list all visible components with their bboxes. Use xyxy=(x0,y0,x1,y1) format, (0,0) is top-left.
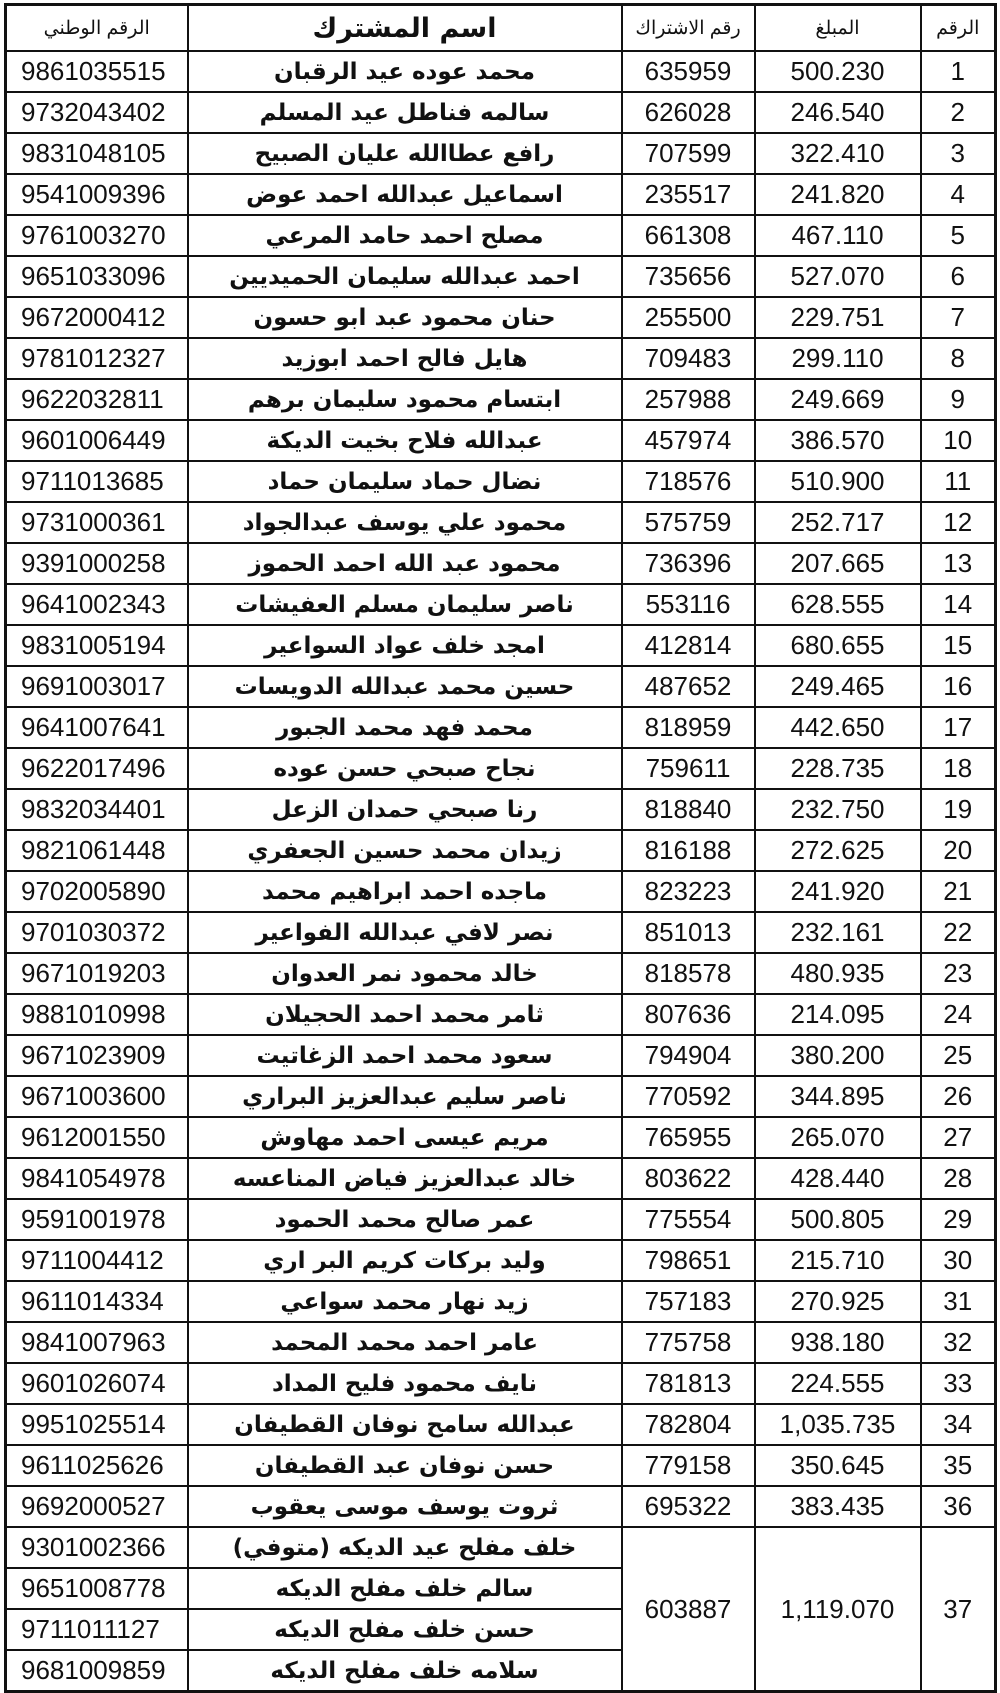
row-number-cell: 11 xyxy=(921,461,996,502)
subscription-number-cell: 770592 xyxy=(622,1076,755,1117)
subscriber-name-cell: مصلح احمد حامد المرعي xyxy=(188,215,622,256)
subscription-number-cell: 603887 xyxy=(622,1527,755,1692)
table-row xyxy=(6,1240,996,1281)
subscriber-name-cell: نايف محمود فليح المداد xyxy=(188,1363,622,1404)
table-row xyxy=(6,502,996,543)
table-row xyxy=(6,338,996,379)
subscription-number-cell: 736396 xyxy=(622,543,755,584)
subscription-number-cell: 635959 xyxy=(622,51,755,92)
row-number-cell: 8 xyxy=(921,338,996,379)
national-id-cell: 9391000258 xyxy=(6,543,188,584)
subscription-number-cell: 765955 xyxy=(622,1117,755,1158)
subscription-number-cell: 775758 xyxy=(622,1322,755,1363)
subscriber-name-cell: خالد محمود نمر العدوان xyxy=(188,953,622,994)
subscriber-name-cell: عامر احمد محمد المحمد xyxy=(188,1322,622,1363)
group-table-row xyxy=(6,1527,996,1568)
national-id-cell: 9831005194 xyxy=(6,625,188,666)
row-number-cell: 33 xyxy=(921,1363,996,1404)
amount-cell: 467.110 xyxy=(755,215,921,256)
amount-cell: 500.805 xyxy=(755,1199,921,1240)
row-number-cell: 27 xyxy=(921,1117,996,1158)
subscriber-name-cell: نجاح صبحي حسن عوده xyxy=(188,748,622,789)
national-id-cell: 9601006449 xyxy=(6,420,188,461)
amount-cell: 938.180 xyxy=(755,1322,921,1363)
national-id-cell: 9671023909 xyxy=(6,1035,188,1076)
national-id-cell: 9832034401 xyxy=(6,789,188,830)
national-id-cell: 9761003270 xyxy=(6,215,188,256)
subscriber-name-cell: سلامه خلف مفلح الديكه xyxy=(188,1650,622,1692)
subscriber-name-cell: محمود عبد الله احمد الحموز xyxy=(188,543,622,584)
subscriber-name-cell: ناصر سليمان مسلم العفيشات xyxy=(188,584,622,625)
subscriber-name-cell: امجد خلف عواد السواعير xyxy=(188,625,622,666)
amount-cell: 680.655 xyxy=(755,625,921,666)
national-id-cell: 9841007963 xyxy=(6,1322,188,1363)
header-amount: المبلغ xyxy=(755,5,921,52)
subscriber-name-cell: نصر لافي عبدالله الفواعير xyxy=(188,912,622,953)
amount-cell: 249.465 xyxy=(755,666,921,707)
table-row xyxy=(6,912,996,953)
subscriber-name-cell: ماجده احمد ابراهيم محمد xyxy=(188,871,622,912)
subscription-number-cell: 798651 xyxy=(622,1240,755,1281)
amount-cell: 224.555 xyxy=(755,1363,921,1404)
table-row xyxy=(6,379,996,420)
table-row xyxy=(6,1035,996,1076)
row-number-cell: 1 xyxy=(921,51,996,92)
amount-cell: 272.625 xyxy=(755,830,921,871)
amount-cell: 299.110 xyxy=(755,338,921,379)
subscriber-name-cell: رنا صبحي حمدان الزعل xyxy=(188,789,622,830)
subscription-number-cell: 661308 xyxy=(622,215,755,256)
subscriber-name-cell: محمد فهد محمد الجبور xyxy=(188,707,622,748)
table-row xyxy=(6,256,996,297)
table-row xyxy=(6,666,996,707)
subscriber-name-cell: عبدالله سامح نوفان القطيفان xyxy=(188,1404,622,1445)
national-id-cell: 9651008778 xyxy=(6,1568,188,1609)
subscription-number-cell: 487652 xyxy=(622,666,755,707)
amount-cell: 350.645 xyxy=(755,1445,921,1486)
national-id-cell: 9641007641 xyxy=(6,707,188,748)
national-id-cell: 9681009859 xyxy=(6,1650,188,1692)
national-id-cell: 9711011127 xyxy=(6,1609,188,1650)
amount-cell: 510.900 xyxy=(755,461,921,502)
national-id-cell: 9821061448 xyxy=(6,830,188,871)
table-row xyxy=(6,1363,996,1404)
amount-cell: 628.555 xyxy=(755,584,921,625)
row-number-cell: 16 xyxy=(921,666,996,707)
row-number-cell: 14 xyxy=(921,584,996,625)
row-number-cell: 2 xyxy=(921,92,996,133)
amount-cell: 265.070 xyxy=(755,1117,921,1158)
amount-cell: 232.161 xyxy=(755,912,921,953)
subscriber-name-cell: عمر صالح محمد الحمود xyxy=(188,1199,622,1240)
subscriber-name-cell: خالد عبدالعزيز فياض المناعسه xyxy=(188,1158,622,1199)
subscription-number-cell: 823223 xyxy=(622,871,755,912)
table-row xyxy=(6,543,996,584)
subscriber-name-cell: وليد بركات كريم البر اري xyxy=(188,1240,622,1281)
amount-cell: 249.669 xyxy=(755,379,921,420)
national-id-cell: 9601026074 xyxy=(6,1363,188,1404)
national-id-cell: 9641002343 xyxy=(6,584,188,625)
amount-cell: 500.230 xyxy=(755,51,921,92)
table-row xyxy=(6,1322,996,1363)
row-number-cell: 6 xyxy=(921,256,996,297)
row-number-cell: 25 xyxy=(921,1035,996,1076)
row-number-cell: 4 xyxy=(921,174,996,215)
row-number-cell: 7 xyxy=(921,297,996,338)
row-number-cell: 26 xyxy=(921,1076,996,1117)
table-row xyxy=(6,871,996,912)
subscription-number-cell: 757183 xyxy=(622,1281,755,1322)
subscribers-table xyxy=(4,3,997,1693)
table-row xyxy=(6,297,996,338)
row-number-cell: 15 xyxy=(921,625,996,666)
subscriber-name-cell: محمد عوده عيد الرقبان xyxy=(188,51,622,92)
table-row xyxy=(6,215,996,256)
amount-cell: 207.665 xyxy=(755,543,921,584)
subscriber-name-cell: مريم عيسى احمد مهاوش xyxy=(188,1117,622,1158)
table-row xyxy=(6,707,996,748)
row-number-cell: 12 xyxy=(921,502,996,543)
amount-cell: 232.750 xyxy=(755,789,921,830)
row-number-cell: 22 xyxy=(921,912,996,953)
amount-cell: 228.735 xyxy=(755,748,921,789)
table-row xyxy=(6,461,996,502)
subscription-number-cell: 807636 xyxy=(622,994,755,1035)
subscriber-name-cell: هايل فالح احمد ابوزيد xyxy=(188,338,622,379)
amount-cell: 215.710 xyxy=(755,1240,921,1281)
national-id-cell: 9612001550 xyxy=(6,1117,188,1158)
subscriber-name-cell: حنان محمود عبد ابو حسون xyxy=(188,297,622,338)
subscription-number-cell: 794904 xyxy=(622,1035,755,1076)
amount-cell: 344.895 xyxy=(755,1076,921,1117)
row-number-cell: 34 xyxy=(921,1404,996,1445)
table-row xyxy=(6,51,996,92)
subscription-number-cell: 709483 xyxy=(622,338,755,379)
amount-cell: 1,119.070 xyxy=(755,1527,921,1692)
subscriber-name-cell: ثروت يوسف موسى يعقوب xyxy=(188,1486,622,1527)
subscription-number-cell: 782804 xyxy=(622,1404,755,1445)
subscriber-name-cell: سعود محمد احمد الزغاتيت xyxy=(188,1035,622,1076)
table-row xyxy=(6,1445,996,1486)
row-number-cell: 31 xyxy=(921,1281,996,1322)
national-id-cell: 9702005890 xyxy=(6,871,188,912)
national-id-cell: 9831048105 xyxy=(6,133,188,174)
amount-cell: 386.570 xyxy=(755,420,921,461)
amount-cell: 480.935 xyxy=(755,953,921,994)
subscriber-name-cell: عبدالله فلاح بخيت الديكة xyxy=(188,420,622,461)
row-number-cell: 36 xyxy=(921,1486,996,1527)
national-id-cell: 9691003017 xyxy=(6,666,188,707)
national-id-cell: 9651033096 xyxy=(6,256,188,297)
national-id-cell: 9671003600 xyxy=(6,1076,188,1117)
subscription-number-cell: 575759 xyxy=(622,502,755,543)
subscription-number-cell: 695322 xyxy=(622,1486,755,1527)
header-subscription-number: رقم الاشتراك xyxy=(622,5,755,52)
national-id-cell: 9622032811 xyxy=(6,379,188,420)
table-row xyxy=(6,1076,996,1117)
subscription-number-cell: 707599 xyxy=(622,133,755,174)
national-id-cell: 9731000361 xyxy=(6,502,188,543)
amount-cell: 241.820 xyxy=(755,174,921,215)
subscription-number-cell: 818959 xyxy=(622,707,755,748)
table-row xyxy=(6,584,996,625)
table-row xyxy=(6,133,996,174)
national-id-cell: 9732043402 xyxy=(6,92,188,133)
table-row xyxy=(6,1281,996,1322)
subscriber-name-cell: ابتسام محمود سليمان برهم xyxy=(188,379,622,420)
amount-cell: 214.095 xyxy=(755,994,921,1035)
subscription-number-cell: 759611 xyxy=(622,748,755,789)
table-row xyxy=(6,830,996,871)
national-id-cell: 9671019203 xyxy=(6,953,188,994)
subscription-number-cell: 775554 xyxy=(622,1199,755,1240)
table-body xyxy=(6,51,996,1692)
subscriber-name-cell: نضال حماد سليمان حماد xyxy=(188,461,622,502)
subscriber-name-cell: سالم خلف مفلح الديكه xyxy=(188,1568,622,1609)
amount-cell: 322.410 xyxy=(755,133,921,174)
national-id-cell: 9711013685 xyxy=(6,461,188,502)
amount-cell: 383.435 xyxy=(755,1486,921,1527)
table-row xyxy=(6,1404,996,1445)
row-number-cell: 35 xyxy=(921,1445,996,1486)
table-row xyxy=(6,625,996,666)
table-row xyxy=(6,953,996,994)
subscription-number-cell: 818840 xyxy=(622,789,755,830)
row-number-cell: 19 xyxy=(921,789,996,830)
subscriber-name-cell: احمد عبدالله سليمان الحميديين xyxy=(188,256,622,297)
amount-cell: 1,035.735 xyxy=(755,1404,921,1445)
national-id-cell: 9711004412 xyxy=(6,1240,188,1281)
subscriber-name-cell: زيد نهار محمد سواعي xyxy=(188,1281,622,1322)
subscriber-name-cell: سالمه فناطل عيد المسلم xyxy=(188,92,622,133)
national-id-cell: 9611025626 xyxy=(6,1445,188,1486)
subscription-number-cell: 735656 xyxy=(622,256,755,297)
row-number-cell: 5 xyxy=(921,215,996,256)
subscriber-name-cell: ثامر محمد احمد الحجيلان xyxy=(188,994,622,1035)
subscription-number-cell: 412814 xyxy=(622,625,755,666)
table-row xyxy=(6,420,996,461)
amount-cell: 241.920 xyxy=(755,871,921,912)
national-id-cell: 9541009396 xyxy=(6,174,188,215)
subscription-number-cell: 803622 xyxy=(622,1158,755,1199)
subscription-number-cell: 626028 xyxy=(622,92,755,133)
row-number-cell: 21 xyxy=(921,871,996,912)
row-number-cell: 18 xyxy=(921,748,996,789)
subscriber-name-cell: رافع عطاالله عليان الصبيح xyxy=(188,133,622,174)
header-national-id: الرقم الوطني xyxy=(6,5,188,52)
row-number-cell: 30 xyxy=(921,1240,996,1281)
row-number-cell: 9 xyxy=(921,379,996,420)
amount-cell: 229.751 xyxy=(755,297,921,338)
subscription-number-cell: 851013 xyxy=(622,912,755,953)
subscriber-name-cell: حسن نوفان عبد القطيفان xyxy=(188,1445,622,1486)
subscriber-name-cell: زيدان محمد حسين الجعفري xyxy=(188,830,622,871)
amount-cell: 270.925 xyxy=(755,1281,921,1322)
subscription-number-cell: 257988 xyxy=(622,379,755,420)
row-number-cell: 10 xyxy=(921,420,996,461)
table-row xyxy=(6,1117,996,1158)
row-number-cell: 24 xyxy=(921,994,996,1035)
subscriber-name-cell: حسين محمد عبدالله الدويسات xyxy=(188,666,622,707)
amount-cell: 428.440 xyxy=(755,1158,921,1199)
subscription-number-cell: 553116 xyxy=(622,584,755,625)
subscriber-name-cell: حسن خلف مفلح الديكه xyxy=(188,1609,622,1650)
amount-cell: 246.540 xyxy=(755,92,921,133)
header-subscriber-name: اسم المشترك xyxy=(188,5,622,52)
subscriber-name-cell: ناصر سليم عبدالعزيز البراري xyxy=(188,1076,622,1117)
subscription-number-cell: 255500 xyxy=(622,297,755,338)
table-row xyxy=(6,748,996,789)
table-row xyxy=(6,994,996,1035)
national-id-cell: 9841054978 xyxy=(6,1158,188,1199)
row-number-cell: 13 xyxy=(921,543,996,584)
row-number-cell: 32 xyxy=(921,1322,996,1363)
table-row xyxy=(6,1486,996,1527)
national-id-cell: 9881010998 xyxy=(6,994,188,1035)
subscription-number-cell: 718576 xyxy=(622,461,755,502)
subscriber-name-cell: محمود علي يوسف عبدالجواد xyxy=(188,502,622,543)
subscription-number-cell: 781813 xyxy=(622,1363,755,1404)
subscription-number-cell: 818578 xyxy=(622,953,755,994)
national-id-cell: 9701030372 xyxy=(6,912,188,953)
national-id-cell: 9301002366 xyxy=(6,1527,188,1568)
subscription-number-cell: 457974 xyxy=(622,420,755,461)
national-id-cell: 9591001978 xyxy=(6,1199,188,1240)
header-row xyxy=(6,5,996,52)
row-number-cell: 37 xyxy=(921,1527,996,1692)
header-row-number: الرقم xyxy=(921,5,996,52)
table-row xyxy=(6,174,996,215)
national-id-cell: 9672000412 xyxy=(6,297,188,338)
amount-cell: 252.717 xyxy=(755,502,921,543)
national-id-cell: 9951025514 xyxy=(6,1404,188,1445)
subscription-number-cell: 779158 xyxy=(622,1445,755,1486)
national-id-cell: 9861035515 xyxy=(6,51,188,92)
national-id-cell: 9611014334 xyxy=(6,1281,188,1322)
amount-cell: 380.200 xyxy=(755,1035,921,1076)
table-row xyxy=(6,92,996,133)
row-number-cell: 20 xyxy=(921,830,996,871)
row-number-cell: 23 xyxy=(921,953,996,994)
row-number-cell: 29 xyxy=(921,1199,996,1240)
subscriber-name-cell: خلف مفلح عيد الديكه (متوفي) xyxy=(188,1527,622,1568)
subscribers-table-sheet xyxy=(4,3,994,1683)
table-row xyxy=(6,789,996,830)
amount-cell: 527.070 xyxy=(755,256,921,297)
subscriber-name-cell: اسماعيل عبدالله احمد عوض xyxy=(188,174,622,215)
national-id-cell: 9622017496 xyxy=(6,748,188,789)
table-row xyxy=(6,1199,996,1240)
amount-cell: 442.650 xyxy=(755,707,921,748)
subscription-number-cell: 816188 xyxy=(622,830,755,871)
row-number-cell: 28 xyxy=(921,1158,996,1199)
table-row xyxy=(6,1158,996,1199)
national-id-cell: 9692000527 xyxy=(6,1486,188,1527)
row-number-cell: 3 xyxy=(921,133,996,174)
national-id-cell: 9781012327 xyxy=(6,338,188,379)
row-number-cell: 17 xyxy=(921,707,996,748)
subscription-number-cell: 235517 xyxy=(622,174,755,215)
